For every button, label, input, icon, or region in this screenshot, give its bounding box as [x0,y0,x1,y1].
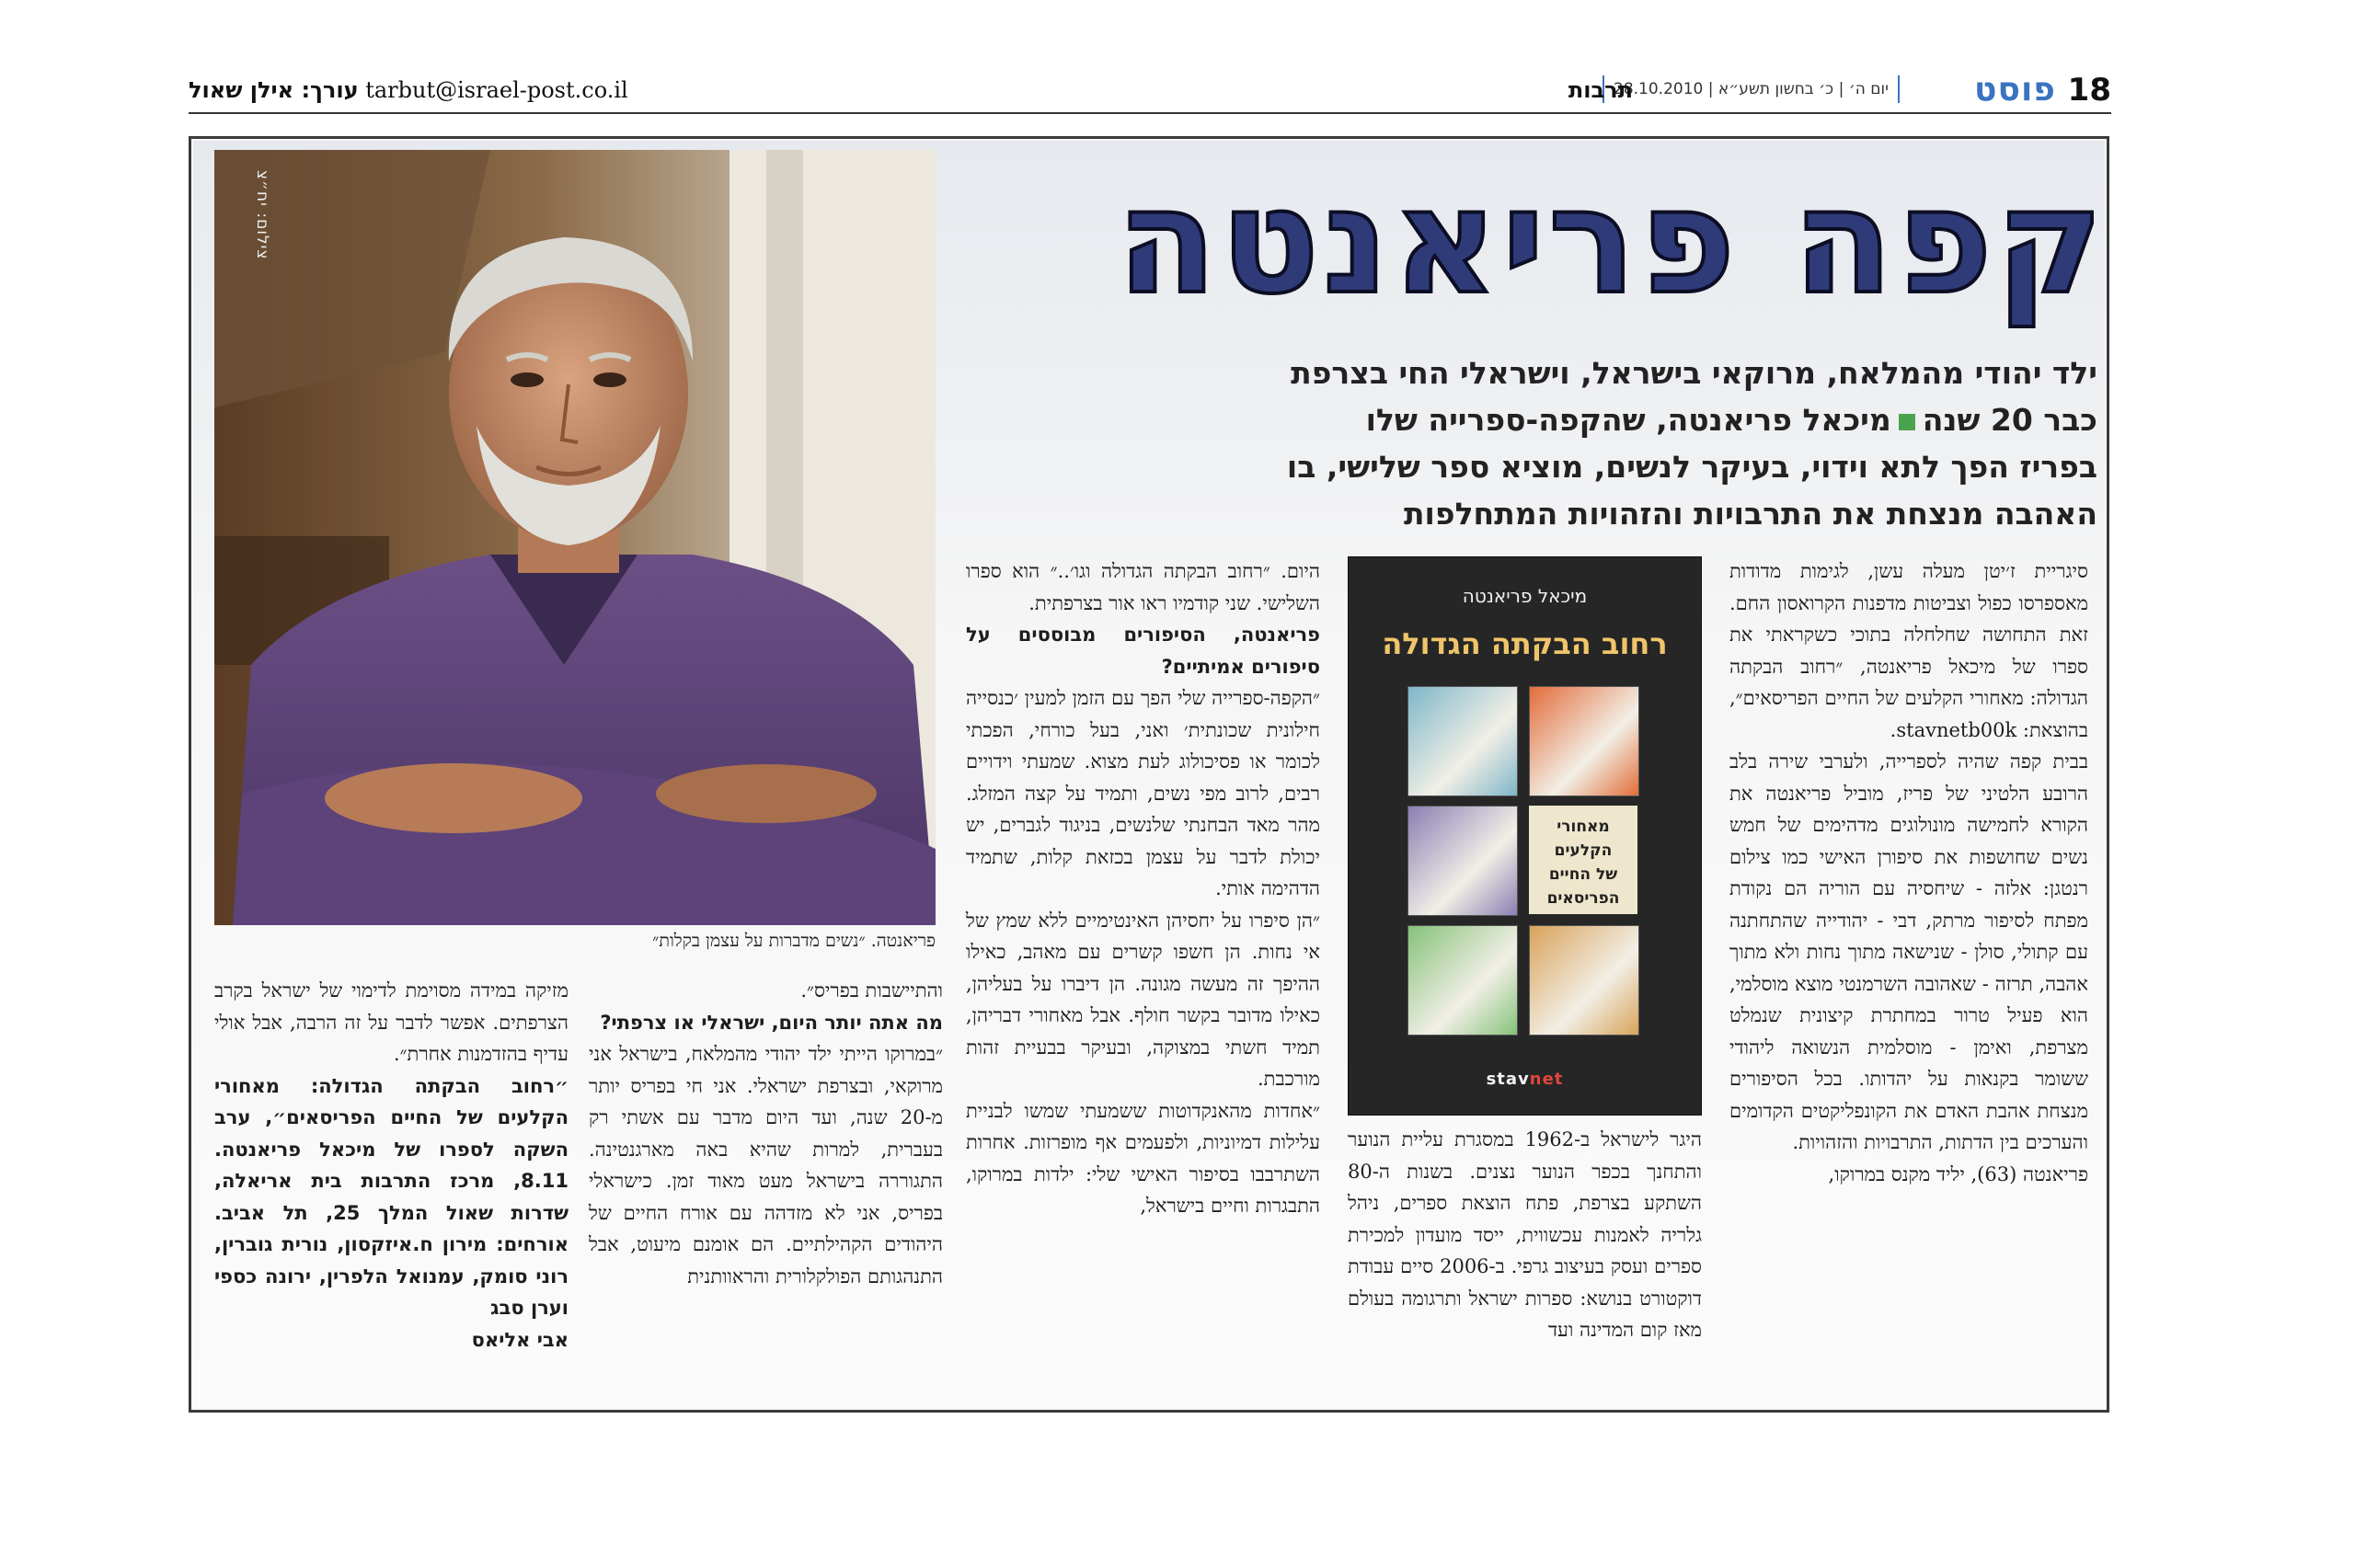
subhead-line: האהבה מנצחת את התרבויות והזהויות המתחלפות [1404,496,2097,532]
cover-tile [1407,806,1518,916]
photo-credit: צילום: יח״צ [253,170,271,260]
interview-question: פריאנטה, הסיפורים מבוססים על סיפורים אמיתיים? [966,624,1320,678]
paragraph: ״במרוקו הייתי ילד יהודי מהמלאח, בישראל אני מרוקאי, ובצרפת ישראלי. אני חי בפריס יותר מ-20 שנה, ועד היום מדבר עם אשתי רק בעברית, למרות שהיא באה מארגנטינה. התגוררה בישראל מעט מאוד זמן. כישראלי בפריס, אני לא מזדהה עם אורח החיים של היהודים הקהילתיים. הם אומנם מיעוט, אבל התנהגותם הפולקלורית והראוותנית [589,1043,943,1288]
editor-label: עורך: אילן שאול [189,77,359,103]
book-title: רחוב הבקתה הגדולה [1382,626,1668,661]
article-column-1 [1729,555,2088,1402]
cover-tile [1407,686,1518,796]
paragraph: פריאנטה (63), יליד מקנס במרוקו, [1828,1162,2088,1185]
subhead-line [975,396,2097,443]
book-subtitle-line: הפריסאים [1546,889,1620,908]
book-subtitle-line: הקלעים [1554,841,1613,860]
interview-question: מה אתה יותר היום, ישראלי או צרפתי? [600,1011,943,1034]
paragraph: היום. ״רחוב הבקתה הגדולה וגו׳..״ הוא ספרו השלישי. שני קודמיו ראו אור בצרפתית. [966,560,1320,614]
paragraph: היגר לישראל ב-1962 במסגרת עליית הנוער והתחנך בכפר הנוער נצנים. בשנות ה-80 השתקע בצרפת, פתח הוצאת ספרים, ניהל גלריה לאמנות עכשווית, ייסד מועדון למכירת ספרים ועסק בעיצוב גרפי. ב-2006 סיים עבודת דוקטורט בנושא: ספרות ישראל ותרגומה בעולם מאז קום המדינה ועד [1348,1128,1702,1341]
paragraph: בבית קפה שהיה לספרייה, ולערבי שירה בלב הרובע הלטיני של פריז, מוביל פריאנטה את הקורא לחמישה מונולוגים מדהימים של חמש נשים שחושפות את סיפורן האישי כמו צילום רנטגן: אלזה - שיחסיה עם הוריה הם נקודת מפתח לסיפור מרתק, דבי - יהודייה שהתחתנה עם קתולי, סולן - שנישאה מתוך נחות ולא מתוך אהבה, תרזה - שאהובה השרמנטי מוצא מוסלמי, הוא פעיל טרור במחתרת קיצונית שנמלט מצרפת, ואימן - מוסלמית הנשואה ליהודי ששומר בקנאות על יהדותו. בכל הסיפורים מנצחת אהבת האדם את הקונפליקטים הקדומים והערכים בין הדתות, התרבויות והזהויות. [1729,750,2088,1153]
subhead-fragment: מיכאל פריאנטה, שהקפה-ספרייה שלו [1365,402,1891,438]
portrait-illustration [214,150,936,925]
book-publisher [1349,1070,1701,1089]
cover-tile [1529,925,1639,1036]
paragraph: ״אחדות מהאנקדוטות ששמעתי שמשו לבניית עלילות דמיוניות, ולפעמים אף מופרזות. אחרות השתרבבו בסיפור האישי שלי: ילדות במרוקו, התבגרות וחיים בישראל, [966,1099,1320,1217]
section-name: תרבות [1568,77,1633,103]
publisher-part: net [1529,1070,1564,1089]
article-column-4 [589,975,943,1407]
portrait-photo [214,150,936,925]
dateline: יום ה׳ | כ׳ בחשון תשע״א | 28.10.2010 [1603,75,1900,103]
book-subtitle-line: של החיים [1548,865,1618,884]
cover-tile [1407,925,1518,1036]
article-headline: קפה פריאנטה [1117,157,2107,326]
newspaper-logo: פוסט [1974,71,2056,109]
green-square-icon [1899,414,1915,430]
paragraph: סיגריית ז׳יטן מעלה עשן, לגימות מדודות מאספרסו כפול וצביטות מדפנות הקרואסון החם. זאת התחושה שחלחלה בתוכי כשקראתי את ספרו של מיכאל פריאנטה, ״רחוב הבקתה הגדולה: מאחורי הקלעים של החיים הפריסאים״, בהוצאת: stavnetb00k. [1729,560,2088,741]
book-subtitle-line: מאחורי [1557,818,1610,836]
cover-tile [1529,686,1639,796]
subhead-line: בפריז הפך לתא וידוי, בעיקר לנשים, מוציא ספר שלישי, בו [1286,449,2097,485]
page-header [189,68,2111,114]
subhead-fragment: כבר 20 שנה [1922,402,2097,438]
paragraph: מזיקה במידה מסוימת לדימוי של ישראל בקרב הצרפתים. אפשר לדבר על זה הרבה, אבל אולי עדיף בהזדמנות אחרת״. [214,979,569,1065]
page-number: 18 [2067,72,2111,109]
editor-credit [189,68,628,112]
paragraph: ״הקפה-ספרייה שלי הפך עם הזמן למעין ׳כנסייה חילונית שכונתית׳ ואני, בעל כורחי, הפכתי לכומר או פסיכולוג לעת מצוא. שמעתי וידויים רבים, לרוב מפי נשים, ותמיד על קצה המזלג. מהר מאד הבחנתי שלנשים, בניגוד לגברים, יש יכולת לדבר על עצמן בכזאת קלות, שתמיד הדהימה אותי. [966,687,1320,899]
paragraph: והתיישבות בפריס״. [800,979,943,1001]
article-subhead [975,349,2097,537]
editor-email: tarbut@israel-post.co.il [365,77,628,103]
article-column-3 [966,555,1320,1402]
photo-caption: פריאנטה. ״נשים מדברות על עצמן בקלות״ [652,931,936,951]
book-author: מיכאל פריאנטה [1462,585,1588,607]
subhead-line: ילד יהודי מהמלאח, מרוקאי בישראל, וישראלי החי בצרפת [1291,355,2097,391]
article-column-2 [1348,1124,1702,1400]
publisher-part: stav [1486,1070,1530,1089]
book-cover [1348,556,1702,1116]
event-info: ״רחוב הבקתה הגדולה: מאחורי הקלעים של החיים הפריסאים״, ערב השקה לספרו של מיכאל פריאנטה. 8.11, מרכז התרבות בית אריאלה, שדרות שאול המלך 25, תל אביב. אורחים: מירון ח.איזקסון, נורית גוברין, רוני סומק, עמנואל הלפרין, ירונה כספי וערן סבג [214,1074,569,1319]
paragraph: ״הן סיפרו על יחסיהן האינטימיים ללא שמץ של אי נחות. הן חשפו קשרים עם מאהב, כאילו ההיפך זה מעשה מגונה. הן דיברו על בעליהן, כאילו מדובר בקשר חולף. אבל מאחורי דבריהן, תמיד חשתי במצוקה, ובעיקר בבעיית זהות מורכבת. [966,909,1320,1090]
author-signature: אבי אליאס [471,1328,569,1351]
book-subtitle [1529,806,1637,914]
article-column-5 [214,975,569,1407]
